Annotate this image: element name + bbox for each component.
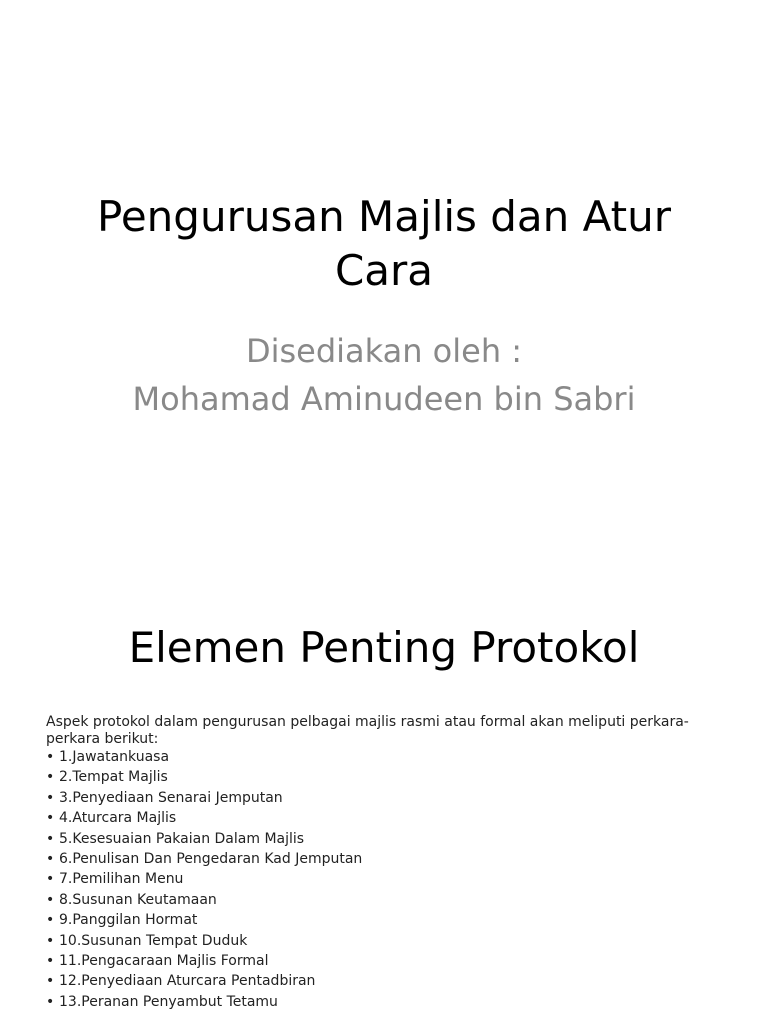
bullet-icon: • (46, 932, 55, 949)
list-item (46, 871, 736, 888)
bullet-icon: • (46, 952, 55, 969)
content-slide (0, 576, 768, 1024)
subtitle-author: Mohamad Aminudeen bin Sabri (132, 380, 636, 418)
bullet-icon: • (46, 871, 55, 888)
list-item-text: 11.Pengacaraan Majlis Formal (59, 952, 269, 969)
slide-title: Pengurusan Majlis dan Atur Cara (97, 192, 671, 295)
bullet-list (46, 749, 736, 1010)
list-item-text: 4.Aturcara Majlis (59, 810, 177, 827)
list-item (46, 810, 736, 827)
list-item (46, 769, 736, 786)
bullet-icon: • (46, 749, 55, 765)
slide-subtitle (80, 332, 688, 419)
bullet-icon: • (46, 810, 55, 827)
list-item-text: 10.Susunan Tempat Duduk (59, 932, 248, 949)
bullet-icon: • (46, 891, 55, 908)
bullet-icon: • (46, 993, 55, 1010)
list-item-text: 5.Kesesuaian Pakaian Dalam Majlis (59, 830, 305, 847)
list-item-text: 7.Pemilihan Menu (59, 871, 184, 888)
list-item (46, 851, 736, 868)
bullet-icon: • (46, 912, 55, 929)
bullet-icon: • (46, 973, 55, 990)
bullet-icon: • (46, 850, 55, 867)
bullet-icon: • (46, 769, 55, 786)
list-item-text: 6.Penulisan Dan Pengedaran Kad Jemputan (59, 850, 363, 867)
list-item (46, 912, 736, 929)
list-item-text: 13.Peranan Penyambut Tetamu (59, 993, 278, 1010)
intro-text: Aspek protokol dalam pengurusan pelbagai majlis rasmi atau formal akan meliputi perkara-perkara berikut: (46, 714, 689, 747)
list-item-text: 1.Jawatankuasa (59, 749, 170, 765)
list-item-text: 8.Susunan Keutamaan (59, 891, 217, 908)
list-item (46, 892, 736, 909)
list-item (46, 973, 736, 990)
list-item-text: 2.Tempat Majlis (59, 769, 168, 786)
bullet-icon: • (46, 830, 55, 847)
bullet-icon: • (46, 789, 55, 806)
slide-title: Elemen Penting Protokol (128, 623, 640, 672)
list-item (46, 953, 736, 970)
list-item (46, 994, 736, 1011)
list-item-text: 12.Penyediaan Aturcara Pentadbiran (59, 973, 316, 990)
list-item (46, 933, 736, 950)
list-item (46, 790, 736, 807)
list-item (46, 749, 736, 766)
list-item-text: 3.Penyediaan Senarai Jemputan (59, 789, 283, 806)
subtitle-prepared-by: Disediakan oleh : (245, 332, 523, 370)
slide-body (46, 714, 736, 1014)
list-item-text: 9.Panggilan Hormat (59, 912, 198, 929)
list-item (46, 831, 736, 848)
